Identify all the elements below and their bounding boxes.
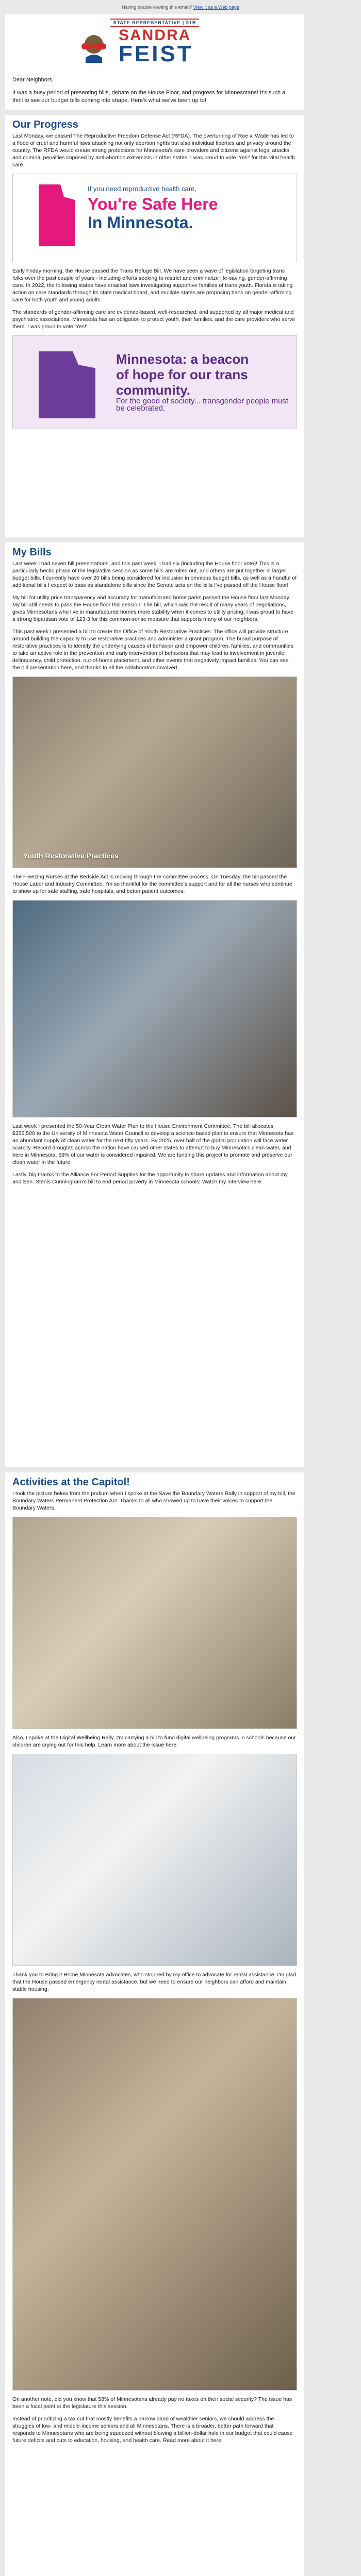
- bills-heading: My Bills: [12, 547, 52, 558]
- img1-line2a: You're Safe Here: [88, 195, 218, 213]
- reproductive-care-image: [12, 174, 297, 262]
- img2-line4: For the good of society... transgender people must be celebrated.: [116, 397, 289, 413]
- digital-wellbeing-rally-photo: [12, 1754, 297, 1966]
- img2-line1: Minnesota: a beacon: [116, 351, 249, 367]
- bills-p6: Lastly, big thanks to the Alliance For Period Supplies for the opportunity to share updates and information about my and Sen. Stenis Cunningham's bill to end period poverty in Minnesota schools! Watch my interview here.: [12, 1172, 288, 1185]
- progress-p3: The standards of gender-affirming care are evidence-based, well-researched, and supported by all major medical and psychiatric associations. Minnesota has an obligation to protect youth, their families, and the care providers who serve them. I was proud to vote 'Yes!': [12, 309, 296, 330]
- bills-p4: The Freezing Nurses at the Bedside Act is moving through the committee process. On Tuesday, the bill passed the House Labor and Industry Committee. I'm so thankful for the committee's support and for all the nurses who continue to show up for safe staffing, safe hospitals, and better patient outcomes.: [12, 874, 292, 894]
- greeting: [5, 71, 304, 110]
- progress-p2: Early Friday morning, the House passed the Trans Refuge Bill. We have seen a wave of legislation targeting trans folks over the past couple of years - including efforts seeking to restrict and criminalize life-saving, gender-affirming care. In 2022, the following states have enacted laws investigating supportive families of trans youth. Florida is taking action on care standards through its state medical board, and multiple states are proposing bans on gender-affirming care for both youth and young adults.: [12, 268, 293, 303]
- capitol-heading: Activities at the Capitol!: [12, 1477, 130, 1488]
- capitol-p3: Thank you to Bring it Home Minnesota advocates, who stopped by my office to advocate for rental assistance. I'm glad that the House passed emergency rental assistance, but we need to ensure our neighbors can afford and maintain stable housing.: [12, 1972, 296, 1992]
- progress-p1: Last Monday, we passed The Reproductive Freedom Defense Act (RFDA). The overturning of Roe v. Wade has led to a flood of cruel and harmful laws attacking not only abortion rights but also individual liberties and privacy around the country. The RFDA would create strong protections for Minnesota's care providers and citizens against legal attacks and criminal penalties imposed by anti-abortion extremists in other states. I was proud to vote 'Yes!' for this vital health care.: [12, 133, 296, 168]
- bills-section: [5, 543, 304, 1467]
- salutation: Dear Neighbors,: [12, 77, 54, 83]
- capitol-section: [5, 1472, 304, 2576]
- nurses-photo: [12, 900, 297, 1117]
- preheader-text: Having trouble viewing this email?: [122, 5, 192, 10]
- trans-refuge-image: [12, 335, 297, 429]
- photo1-caption: Youth Restorative Practices: [23, 852, 119, 860]
- capitol-p5: Instead of prioritizing a tax cut that mostly benefits a narrow band of wealthier seniors, we should address the struggles of low- and middle-income seniors and all Minnesotans. There is a broader, better path forward that responds to Minnesotans who are being squeezed without blowing a billion-dollar hole in our budget that could cause future deficits and cuts to education, housing, and health care. Read more about it here.: [12, 2416, 293, 2444]
- img2-line2: of hope for our trans: [116, 367, 248, 382]
- bills-p5: Last week I presented the 50-Year Clean Water Plan to the House Environment Committee. The bill allocates $356,500 to the University of Minnesota Water Council to develop a science-based plan to ensure that Minnesota has an abundant supply of clean water for the next fifty years. By 2025, over half of the global population will face water scarcity. Record droughts across the nation have caused other states to attempt to buy Minnesota's clean water, and here in Minnesota, 59% of our water is considered impaired. We are funding this project to promote and preserve our clean water in the future.: [12, 1123, 294, 1165]
- bills-p3: This past week I presented a bill to create the Office of Youth Restorative Practices. The office will provide structure around building the capacity to use restorative practices and administer a grant program. The broad purpose of restorative practices is to identify the underlying causes of behavior and empower children, families, and communities to take an active role in the prevention and early intervention of behaviors that may lead to involvement in juvenile delinquency, child protection, out-of-home placement, and other events that negatively impact families. You can see the bill presentation here, and thanks to all the collaborators involved.: [12, 629, 294, 671]
- img1-line2b: In Minnesota.: [88, 213, 193, 232]
- banner-last-name: FEIST: [119, 41, 193, 66]
- bills-p2: My bill for utility price transparency and accuracy for manufactured home parks passed the House floor last Monday. My bill still needs to pass the House floor this session! The bill, which was the result of many years of negotiations, gives Minnesotans who live in manufactured homes more stability when it comes to utility pricing. I was proud to have a strong bipartisan vote of 123-3 for this common-sense measure that supports many of our neighbors.: [12, 595, 294, 622]
- progress-heading: Our Progress: [12, 119, 78, 130]
- capitol-p1: I took the picture below from the podium when I spoke at the Save the Boundary Waters Rally in support of my bill, the Boundary Waters Permanent Protection Act. Thanks to all who showed up to have their voices to support the Boundary Waters.: [12, 1490, 296, 1511]
- minnesota-outline-icon: [39, 351, 95, 418]
- bills-p1: Last week I had seven bill presentations, and this past week, I had six (including the House floor vote)! This is a particularly hectic phase of the legislative session as some bills are rolled out, and others are put together in larger budget bills. I currently have over 20 bills being considered for inclusion in omnibus budget bills, as well as a handful of additional bills I expect to pass as standalone bills since the Senate acts on the bills I've passed off the House floor!: [12, 561, 297, 588]
- boundary-waters-rally-photo: [12, 1517, 297, 1729]
- capitol-p2: Also, I spoke at the Digital Wellbeing Rally. I'm carrying a bill to fund digital wellbeing programs in schools because our children are crying out for this help. Learn more about the issue here.: [12, 1735, 296, 1748]
- capitol-p4: On another note, did you know that 58% of Minnesotans already pay no taxes on their social security? The issue has been a focal point at the legislature this session.: [12, 2396, 292, 2410]
- bring-it-home-photo: [12, 1998, 297, 2391]
- banner-first-name: SANDRA: [119, 27, 191, 44]
- intro-paragraph: It was a busy period of presenting bills, debate on the House Floor, and progress for Minnesotans! It's such a thrill to see our budget bills coming into shape. Here's what we've been up to!: [12, 90, 286, 104]
- restorative-practices-photo: [12, 676, 297, 868]
- view-web-link[interactable]: View it as a Web page: [193, 5, 239, 10]
- glasses-logo-icon: [77, 32, 110, 63]
- preheader: [0, 0, 361, 14]
- progress-section: [5, 115, 304, 537]
- banner-tagline: STATE REPRESENTATIVE | 51B: [110, 19, 200, 27]
- img1-line1: If you need reproductive health care,: [88, 185, 197, 193]
- header-banner: [5, 14, 304, 72]
- minnesota-map-icon: [39, 184, 75, 246]
- img2-line3: community.: [116, 382, 190, 398]
